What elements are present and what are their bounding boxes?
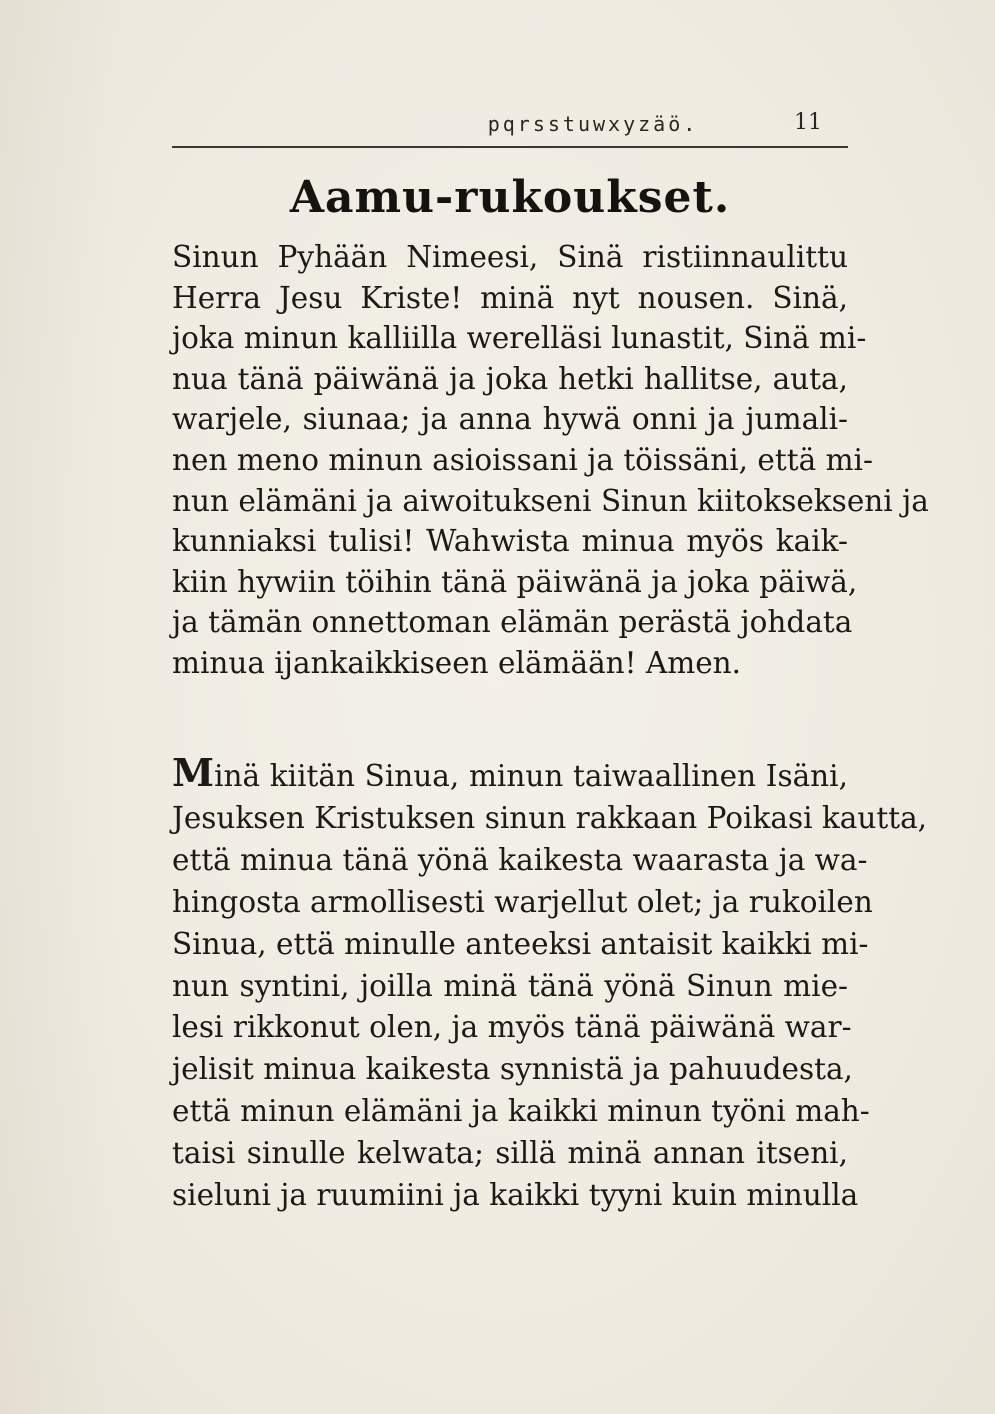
signature-mark: pqrsstuwxyzäö. [487,112,699,136]
prayer-paragraph-1 [172,237,929,684]
first-line-text: inä kiitän Sinua, minun taiwaallinen Isäni, [214,759,848,793]
first-text-line [172,752,848,798]
prayer-paragraph-2 [172,750,928,1217]
text-line: Sinun Pyhään Nimeesi, Sinä ristiinnaulittu [172,240,848,274]
page-number: 11 [794,110,822,135]
text-line: minua ijankaikkiseen elämään! Amen. [172,645,742,680]
text-line: lesi rikkonut olen, ja myös tänä päiwänä war- [172,1010,852,1045]
text-line: kiin hywiin töihin tänä päiwänä ja joka päiwä, [172,564,858,599]
header-rule [172,146,848,148]
text-line: että minua tänä yönä kaikesta waarasta ja wa- [172,842,868,877]
text-line: taisi sinulle kelwata; sillä minä annan itseni, [172,1136,848,1171]
text-line: Sinua, että minulle anteeksi antaisit kaikki mi- [172,926,869,961]
text-line: Herra Jesu Kriste! minä nyt nousen. Sinä, [172,280,848,315]
running-head [172,108,848,144]
text-line: hingosta armollisesti warjellut olet; ja rukoilen [172,884,873,919]
text-line: nun elämäni ja aiwoitukseni Sinun kiitoksekseni ja [172,483,929,518]
section-title: Aamu-rukoukset. [289,172,731,223]
drop-initial: M [172,750,215,795]
text-line: sieluni ja ruumiini ja kaikki tyyni kuin minulla [172,1178,859,1213]
text-line: joka minun kalliilla werelläsi lunastit, Sinä mi- [172,321,867,356]
text-line: että minun elämäni ja kaikki minun työni mah- [172,1094,870,1129]
text-line: nun syntini, joilla minä tänä yönä Sinun mie- [172,968,848,1003]
text-line: nen meno minun asioissani ja töissäni, että mi- [172,442,873,477]
text-line: nua tänä päiwänä ja joka hetki hallitse, auta, [172,361,848,396]
text-line: warjele, siunaa; ja anna hywä onni ja jumali- [172,402,848,437]
text-line: jelisit minua kaikesta synnistä ja pahuudesta, [172,1052,853,1087]
text-line: ja tämän onnettoman elämän perästä johdata [172,605,853,640]
page-edge-shadow [0,0,120,1414]
text-line: Jesuksen Kristuksen sinun rakkaan Poikasi kautta, [172,800,928,835]
text-line: kunniaksi tulisi! Wahwista minua myös kaik- [172,524,848,559]
